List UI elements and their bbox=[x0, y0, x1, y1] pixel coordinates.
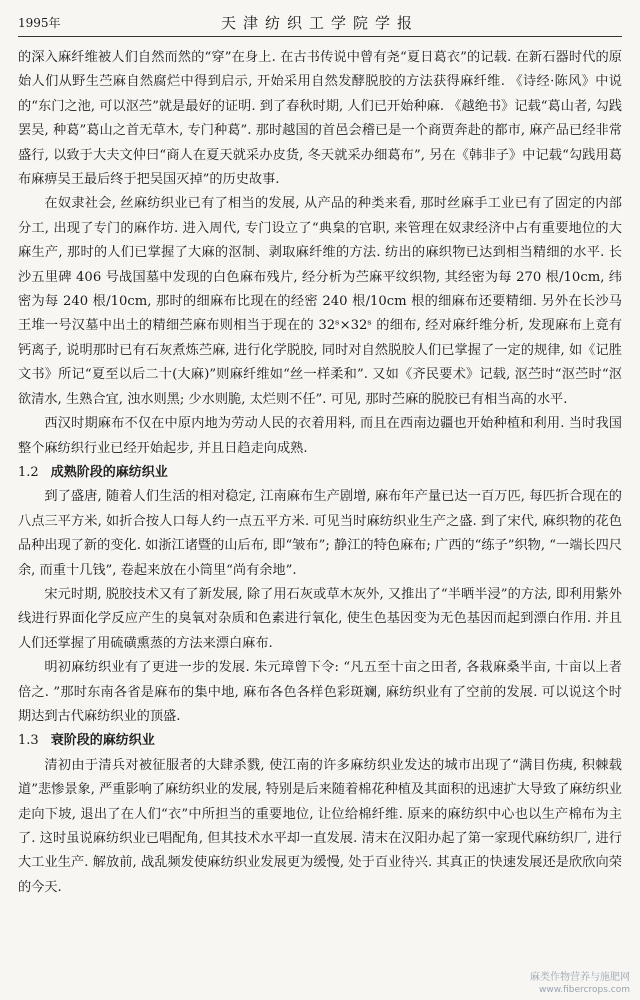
paragraph-4: 到了盛唐, 随着人们生活的相对稳定, 江南麻布生产剧增, 麻布年产量已达一百万匹, 每匹折合现在的八点三平方米, 如折合按人口每人约一点五平方米. 可见当时麻纺织业生产之盛. 到了宋代, 麻织物的花色品种出现了新的变化. 如浙江诸暨的山后布, 即“皱布”; 静江的特色麻布; 广西的“练子”织物, “一端长四尺余, 而重十几钱”, 卷起来放在小筒里“尚有余地”. bbox=[18, 489, 622, 578]
section-number: 1.2 bbox=[18, 464, 39, 480]
paragraph-6: 明初麻纺织业有了更进一步的发展. 朱元璋曾下令: “凡五至十亩之田者, 各栽麻桑半亩, 十亩以上者倍之. ”那时东南各省是麻布的集中地, 麻布各色各样色彩斑斓, 麻纺织业有了空前的发展. 可以说这个时期达到古代麻纺织业的顶盛. bbox=[18, 660, 622, 724]
watermark-url: www.fibercrops.com bbox=[539, 985, 630, 995]
paragraph-5: 宋元时期, 脱胶技术又有了新发展, 除了用石灰或草木灰外, 又推出了“半晒半浸”的方法, 即利用紫外线进行界面化学反应产生的臭氧对杂质和色素进行氧化, 使生色基因变为无色基因而起到漂白作用. 并且人们还掌握了用硫磺熏蒸的方法来漂白麻布. bbox=[18, 586, 622, 651]
section-number: 1.3 bbox=[18, 733, 39, 749]
header-year: 1995年 bbox=[18, 16, 61, 30]
paragraph-3: 西汉时期麻布不仅在中原内地为劳动人民的衣着用料, 而且在西南边疆也开始种植和利用. 当时我国整个麻纺织行业已经开始起步, 并且日趋走向成熟. bbox=[18, 416, 622, 456]
header-journal-title: 天津纺织工学院学报 bbox=[220, 14, 419, 32]
watermark-site-name: 麻类作物营养与施肥网 bbox=[530, 972, 630, 983]
site-watermark bbox=[530, 972, 630, 996]
paragraph-2: 在奴隶社会, 丝麻纺织业已有了相当的发展, 从产品的种类来看, 那时丝麻手工业已有了固定的内部分工, 出现了专门的麻作坊. 进入周代, 专门设立了“典枲的官职, 来管理在奴隶经济中占有重要地位的大麻生产, 那时的人们已掌握了大麻的沤制、剥取麻纤维的方法. 纺出的麻织物已达到相当精细的水平. 长沙五里碑 406 号战国墓中发现的白色麻布残片, 经分析为苎麻平纹织物, 其经密为每 270 根/10cm, 纬密为每 240 根/10cm, 那时的细麻布比现在的经密 240 根/10cm 根的细麻布还要精细. 另外在长沙马王堆一号汉墓中出土的精细苎麻布则相当于现在的 32ˢ×32ˢ 的细布, 经对麻纤维分析, 发现麻布上竟有钙离子, 说明那时已有石灰煮炼苎麻, 进行化学脱胶, 同时对自然脱胶人们已掌握了一定的规律, 如《记胜文书》所记“夏至以后二十(大麻)”则麻纤维如“丝一样柔和”. 又如《齐民要术》记载, 沤苎时“沤苎时“沤欲清水, 生熟合宜, 浊水则黑; 少水则脆, 太烂则不任”. 可见, 那时苎麻的脱胶已有相当高的水平. bbox=[18, 196, 622, 407]
section-heading-1-2 bbox=[18, 461, 622, 485]
page-header bbox=[18, 8, 622, 37]
paragraph-7: 清初由于清兵对被征服者的大肆杀戮, 使江南的许多麻纺织业发达的城市出现了“满目伤痍, 积棘载道”悲惨景象, 严重影响了麻纺织业的发展, 特别是后来随着棉花种植及其面积的迅速扩大导致了麻纺织业走向下坡, 退出了在人们“衣”中所担当的重要地位, 让位给棉纤维. 原来的麻纺织中心也以生产棉布为主了. 这时虽说麻纺织业已唱配角, 但其技术水平却一直发展. 清末在汉阳办起了第一家现代麻纺织厂, 进行大工业生产. 解放前, 战乱频发使麻纺织业发展更为缓慢, 处于百业待兴. 其真正的快速发展还是欣欣向荣的今天. bbox=[18, 757, 622, 895]
paragraph-1: 的深入麻纤维被人们自然而然的“穿”在身上. 在古书传说中曾有尧“夏日葛衣”的记载. 在新石器时代的原始人们从野生苎麻自然腐烂中得到启示, 开始采用自然发酵脱胶的方法获得麻纤维. 《诗经·陈风》中说的“东门之池, 可以沤苎”就是最好的证明. 到了春秋时期, 人们已开始种麻. 《越绝书》记载“葛山者, 勾践罢吴, 种葛”葛山之首无草木, 专门种葛”. 那时越国的首邑会稽已是一个商贾奔赴的都市, 麻产品已经非常盛行, 以致于大夫文仲曰“商人在夏天就采办皮货, 冬天就采办细葛布”, 另在《韩非子》中记载“勾践用葛布麻痹吴王最后终于把吴国灭掉”的历史故事. bbox=[18, 50, 622, 188]
section-title: 衰阶段的麻纺织业 bbox=[50, 733, 155, 749]
section-heading-1-3 bbox=[18, 729, 622, 753]
section-title: 成熟阶段的麻纺织业 bbox=[50, 464, 168, 480]
article-body bbox=[18, 46, 622, 900]
